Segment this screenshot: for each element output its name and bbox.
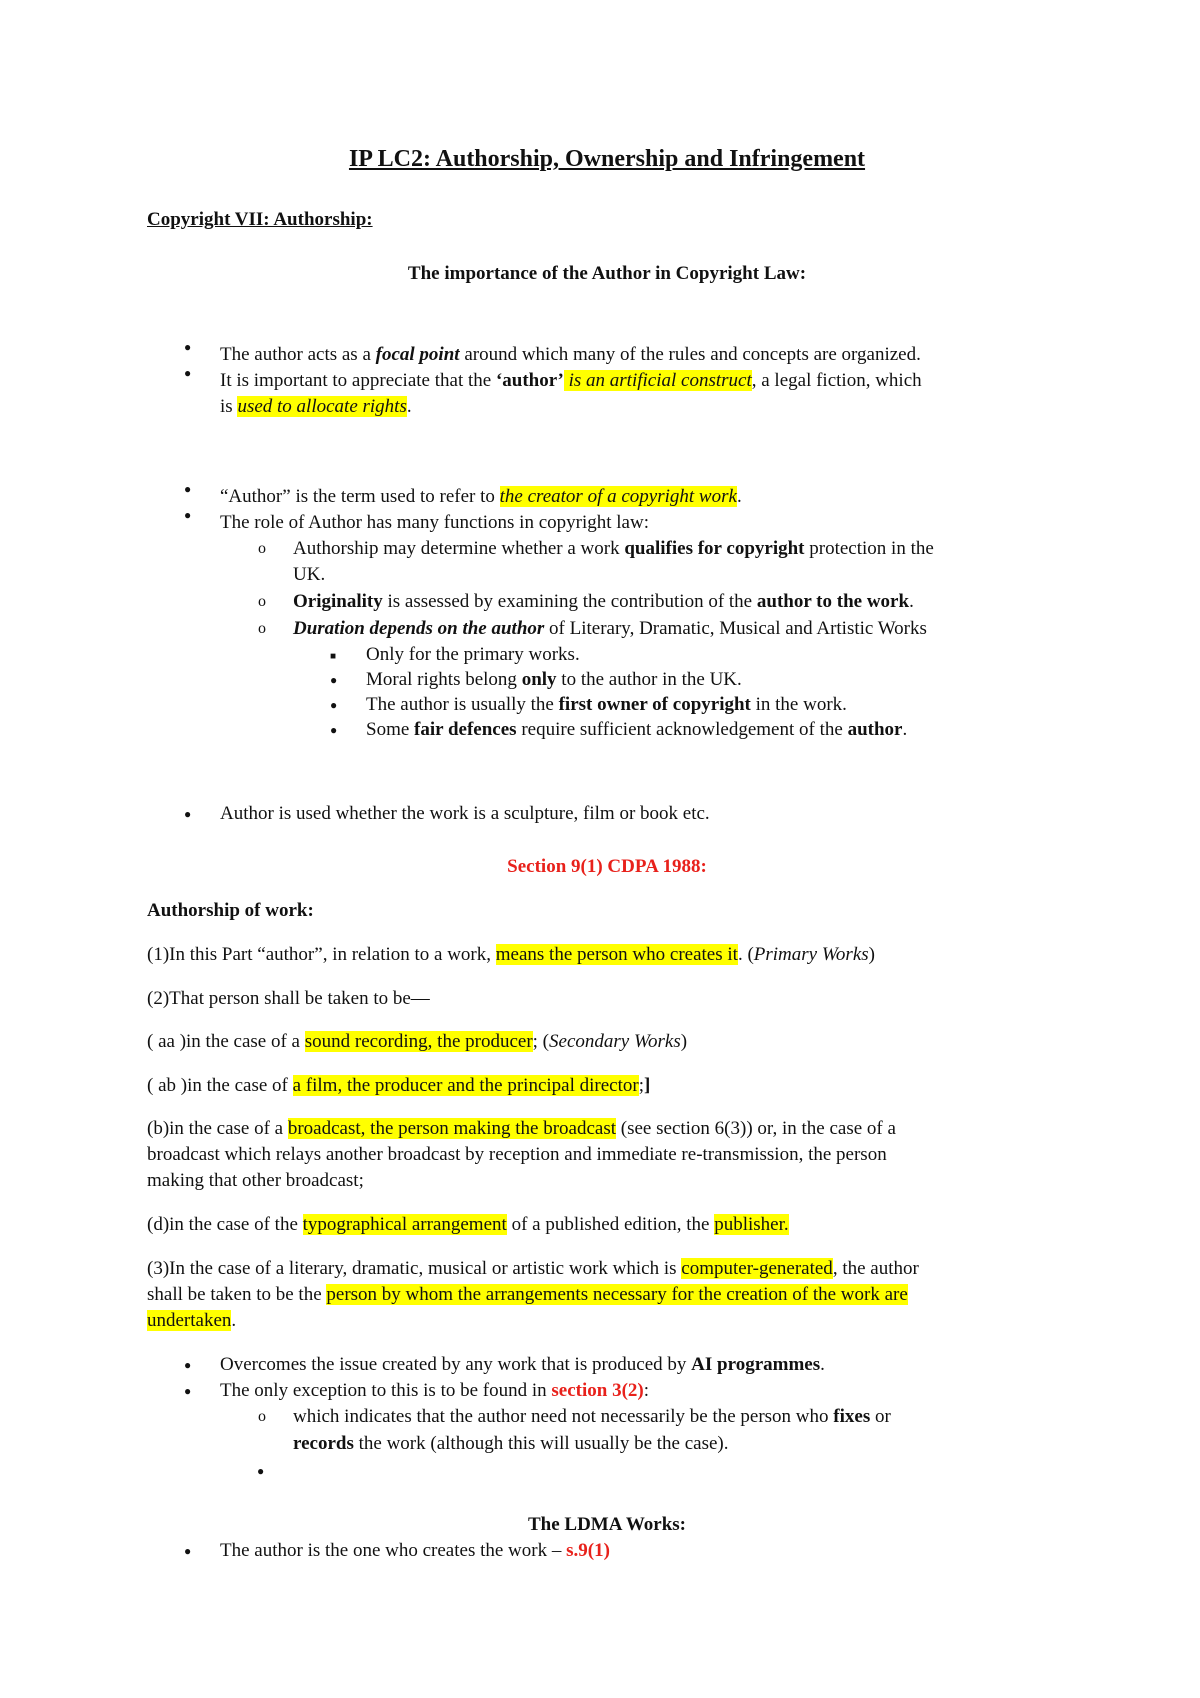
list-item-text: The author acts as a	[220, 344, 376, 365]
sub-list-item-continuation	[293, 562, 325, 588]
list-item-text: The author is the one who creates the work –	[220, 1540, 567, 1561]
paragraph-text: .	[231, 1310, 237, 1331]
list-item-text: Overcomes the issue created by any work that is produced by	[220, 1354, 692, 1375]
paragraph-6	[147, 1212, 1067, 1238]
list-item-text: around which many of the rules and concepts are organized.	[459, 344, 921, 365]
list-item-text: is	[220, 396, 238, 417]
highlighted-text: is an artificial construct	[563, 370, 752, 391]
list-item-text: is assessed by examining the contribution of the	[382, 591, 757, 612]
list-item-text: The author is usually the	[366, 694, 559, 715]
list-item-text: in the work.	[750, 694, 847, 715]
tertiary-list-item	[366, 642, 580, 668]
sub-bullet-marker: o	[258, 593, 266, 610]
paragraph-text: ( aa )in the case of a	[147, 1031, 305, 1052]
square-bullet-marker: ■	[330, 651, 337, 662]
bullet-marker: ●	[330, 673, 338, 687]
list-item	[220, 1538, 610, 1564]
list-item	[220, 342, 921, 368]
list-item-text: .	[909, 591, 914, 612]
highlighted-text: a film, the producer and the principal director	[292, 1075, 639, 1096]
highlighted-text: undertaken	[147, 1310, 232, 1331]
list-item	[220, 368, 922, 394]
bold-text: author to the work	[756, 591, 910, 612]
paragraph-7-line-2	[147, 1282, 1067, 1308]
sub-list-item	[293, 1404, 891, 1430]
list-item-text: It is important to appreciate that the	[220, 370, 496, 391]
sub-list-item	[293, 616, 927, 642]
bold-text: AI programmes	[691, 1354, 821, 1375]
bullet-marker: ●	[184, 508, 192, 522]
bullet-marker: ●	[184, 1544, 192, 1558]
paragraph-text: (1)In this Part “author”, in relation to a work,	[147, 944, 496, 965]
sub-bullet-marker: o	[258, 1408, 266, 1425]
list-item-text: The role of Author has many functions in copyright law:	[220, 512, 649, 533]
subheading: Copyright VII: Authorship:	[147, 209, 373, 230]
paragraph-5-line-3: making that other broadcast;	[147, 1170, 364, 1191]
list-item	[220, 1378, 649, 1404]
list-item-text: of Literary, Dramatic, Musical and Artistic Works	[544, 618, 927, 639]
highlighted-text: used to allocate rights	[237, 396, 407, 417]
paragraph-1	[147, 942, 1067, 968]
paragraph-5	[147, 1116, 1067, 1142]
list-item-text: The only exception to this is to be found in	[220, 1380, 552, 1401]
paragraph-text: , the author	[832, 1258, 919, 1279]
bullet-marker: ●	[184, 1384, 192, 1398]
paragraph-7	[147, 1256, 1067, 1282]
bullet-marker: ●	[184, 482, 192, 496]
tertiary-list-item	[366, 667, 742, 693]
list-item-text: which indicates that the author need not necessarily be the person who	[293, 1406, 834, 1427]
highlighted-text: sound recording, the producer	[304, 1031, 533, 1052]
centered-heading: The importance of the Author in Copyright Law:	[407, 263, 807, 284]
list-item-text: Author is used whether the work is a sculpture, film or book etc.	[220, 803, 710, 824]
list-item	[220, 1352, 825, 1378]
paragraph-text: shall be taken to be the	[147, 1284, 327, 1305]
paragraph-text: (d)in the case of the	[147, 1214, 303, 1235]
bold-text: records	[293, 1433, 354, 1454]
bullet-marker: ●	[184, 340, 192, 354]
highlighted-text: the creator of a copyright work	[499, 486, 737, 507]
list-item-text: , a legal fiction, which	[751, 370, 922, 391]
bold-text: only	[521, 669, 557, 690]
bold-text: ‘author’	[495, 370, 564, 391]
sub-list-item	[293, 589, 914, 615]
highlighted-text: publisher.	[714, 1214, 789, 1235]
list-item-text: .	[406, 396, 412, 417]
bullet-marker: ●	[184, 807, 192, 821]
list-item-text: require sufficient acknowledgement of the	[516, 719, 848, 740]
sub-list-item-continuation	[293, 1431, 729, 1457]
paragraph-text: ; (	[532, 1031, 550, 1052]
bold-text: Originality	[293, 591, 383, 612]
list-item	[220, 510, 649, 536]
paragraph-text: ;	[638, 1075, 644, 1096]
paragraph-text: (3)In the case of a literary, dramatic, musical or artistic work which is	[147, 1258, 682, 1279]
bold-text: qualifies for copyright	[624, 538, 805, 559]
tertiary-list-item	[366, 717, 907, 743]
paragraph-text: . (	[737, 944, 754, 965]
list-item-text: .	[736, 486, 742, 507]
authorship-heading: Authorship of work:	[147, 900, 314, 921]
paragraph-2: (2)That person shall be taken to be—	[147, 988, 430, 1009]
empty-bullet-marker: ●	[257, 1464, 265, 1478]
paragraph-text: ( ab )in the case of	[147, 1075, 293, 1096]
bold-text: fair defences	[414, 719, 517, 740]
ldma-heading: The LDMA Works:	[527, 1514, 686, 1535]
emphasis-text: focal point	[375, 344, 460, 365]
list-item-continuation	[220, 394, 412, 420]
paragraph-text: (see section 6(3)) or, in the case of a	[616, 1118, 896, 1139]
bold-text: author	[847, 719, 903, 740]
bold-text: first owner of copyright	[558, 694, 751, 715]
list-item-text: protection in the	[804, 538, 934, 559]
paragraph-text: )	[680, 1031, 688, 1052]
sub-bullet-marker: o	[258, 620, 266, 637]
paragraph-text: of a published edition, the	[506, 1214, 715, 1235]
list-item	[220, 801, 710, 827]
highlighted-text: person by whom the arrangements necessary for the creation of the work are	[326, 1284, 908, 1305]
list-item-text: to the author in the UK.	[556, 669, 742, 690]
bullet-marker: ●	[184, 1358, 192, 1372]
paragraph-5-line-2: broadcast which relays another broadcast by reception and immediate re-transmission, the person	[147, 1144, 887, 1165]
bold-text: fixes	[833, 1406, 871, 1427]
list-item-text: UK.	[293, 564, 326, 585]
list-item-text: :	[643, 1380, 650, 1401]
list-item-text: Only for the primary works.	[366, 644, 580, 665]
list-item-text: Moral rights belong	[366, 669, 522, 690]
highlighted-text: typographical arrangement	[302, 1214, 507, 1235]
bold-italic-text: Duration depends on the author	[293, 618, 545, 639]
bullet-marker: ●	[330, 698, 338, 712]
list-item	[220, 484, 742, 510]
list-item-text: .	[820, 1354, 825, 1375]
list-item-text: “Author” is the term used to refer to	[220, 486, 500, 507]
bullet-marker: ●	[330, 723, 338, 737]
bold-text: ]	[643, 1075, 651, 1096]
list-item-text: Some	[366, 719, 415, 740]
document-title: IP LC2: Authorship, Ownership and Infringement	[348, 146, 866, 172]
sub-list-item	[293, 536, 934, 562]
paragraph-3	[147, 1029, 1067, 1055]
list-item-text: Authorship may determine whether a work	[293, 538, 625, 559]
sub-bullet-marker: o	[258, 540, 266, 557]
tertiary-list-item	[366, 692, 847, 718]
list-item-text: the work (although this will usually be the case).	[353, 1433, 729, 1454]
highlighted-text: means the person who creates it	[495, 944, 738, 965]
section-heading: Section 9(1) CDPA 1988:	[507, 856, 707, 877]
italic-text: Primary Works	[753, 944, 869, 965]
highlighted-text: computer-generated	[681, 1258, 833, 1279]
section-reference: s.9(1)	[566, 1540, 610, 1561]
list-item-text: or	[870, 1406, 891, 1427]
bullet-marker: ●	[184, 366, 192, 380]
paragraph-text: )	[868, 944, 875, 965]
section-reference: section 3(2)	[551, 1380, 644, 1401]
highlighted-text: broadcast, the person making the broadcast	[287, 1118, 617, 1139]
italic-text: Secondary Works	[549, 1031, 681, 1052]
paragraph-text: (b)in the case of a	[147, 1118, 288, 1139]
paragraph-7-line-3	[147, 1308, 1067, 1334]
list-item-text: .	[902, 719, 908, 740]
paragraph-4	[147, 1073, 1067, 1099]
